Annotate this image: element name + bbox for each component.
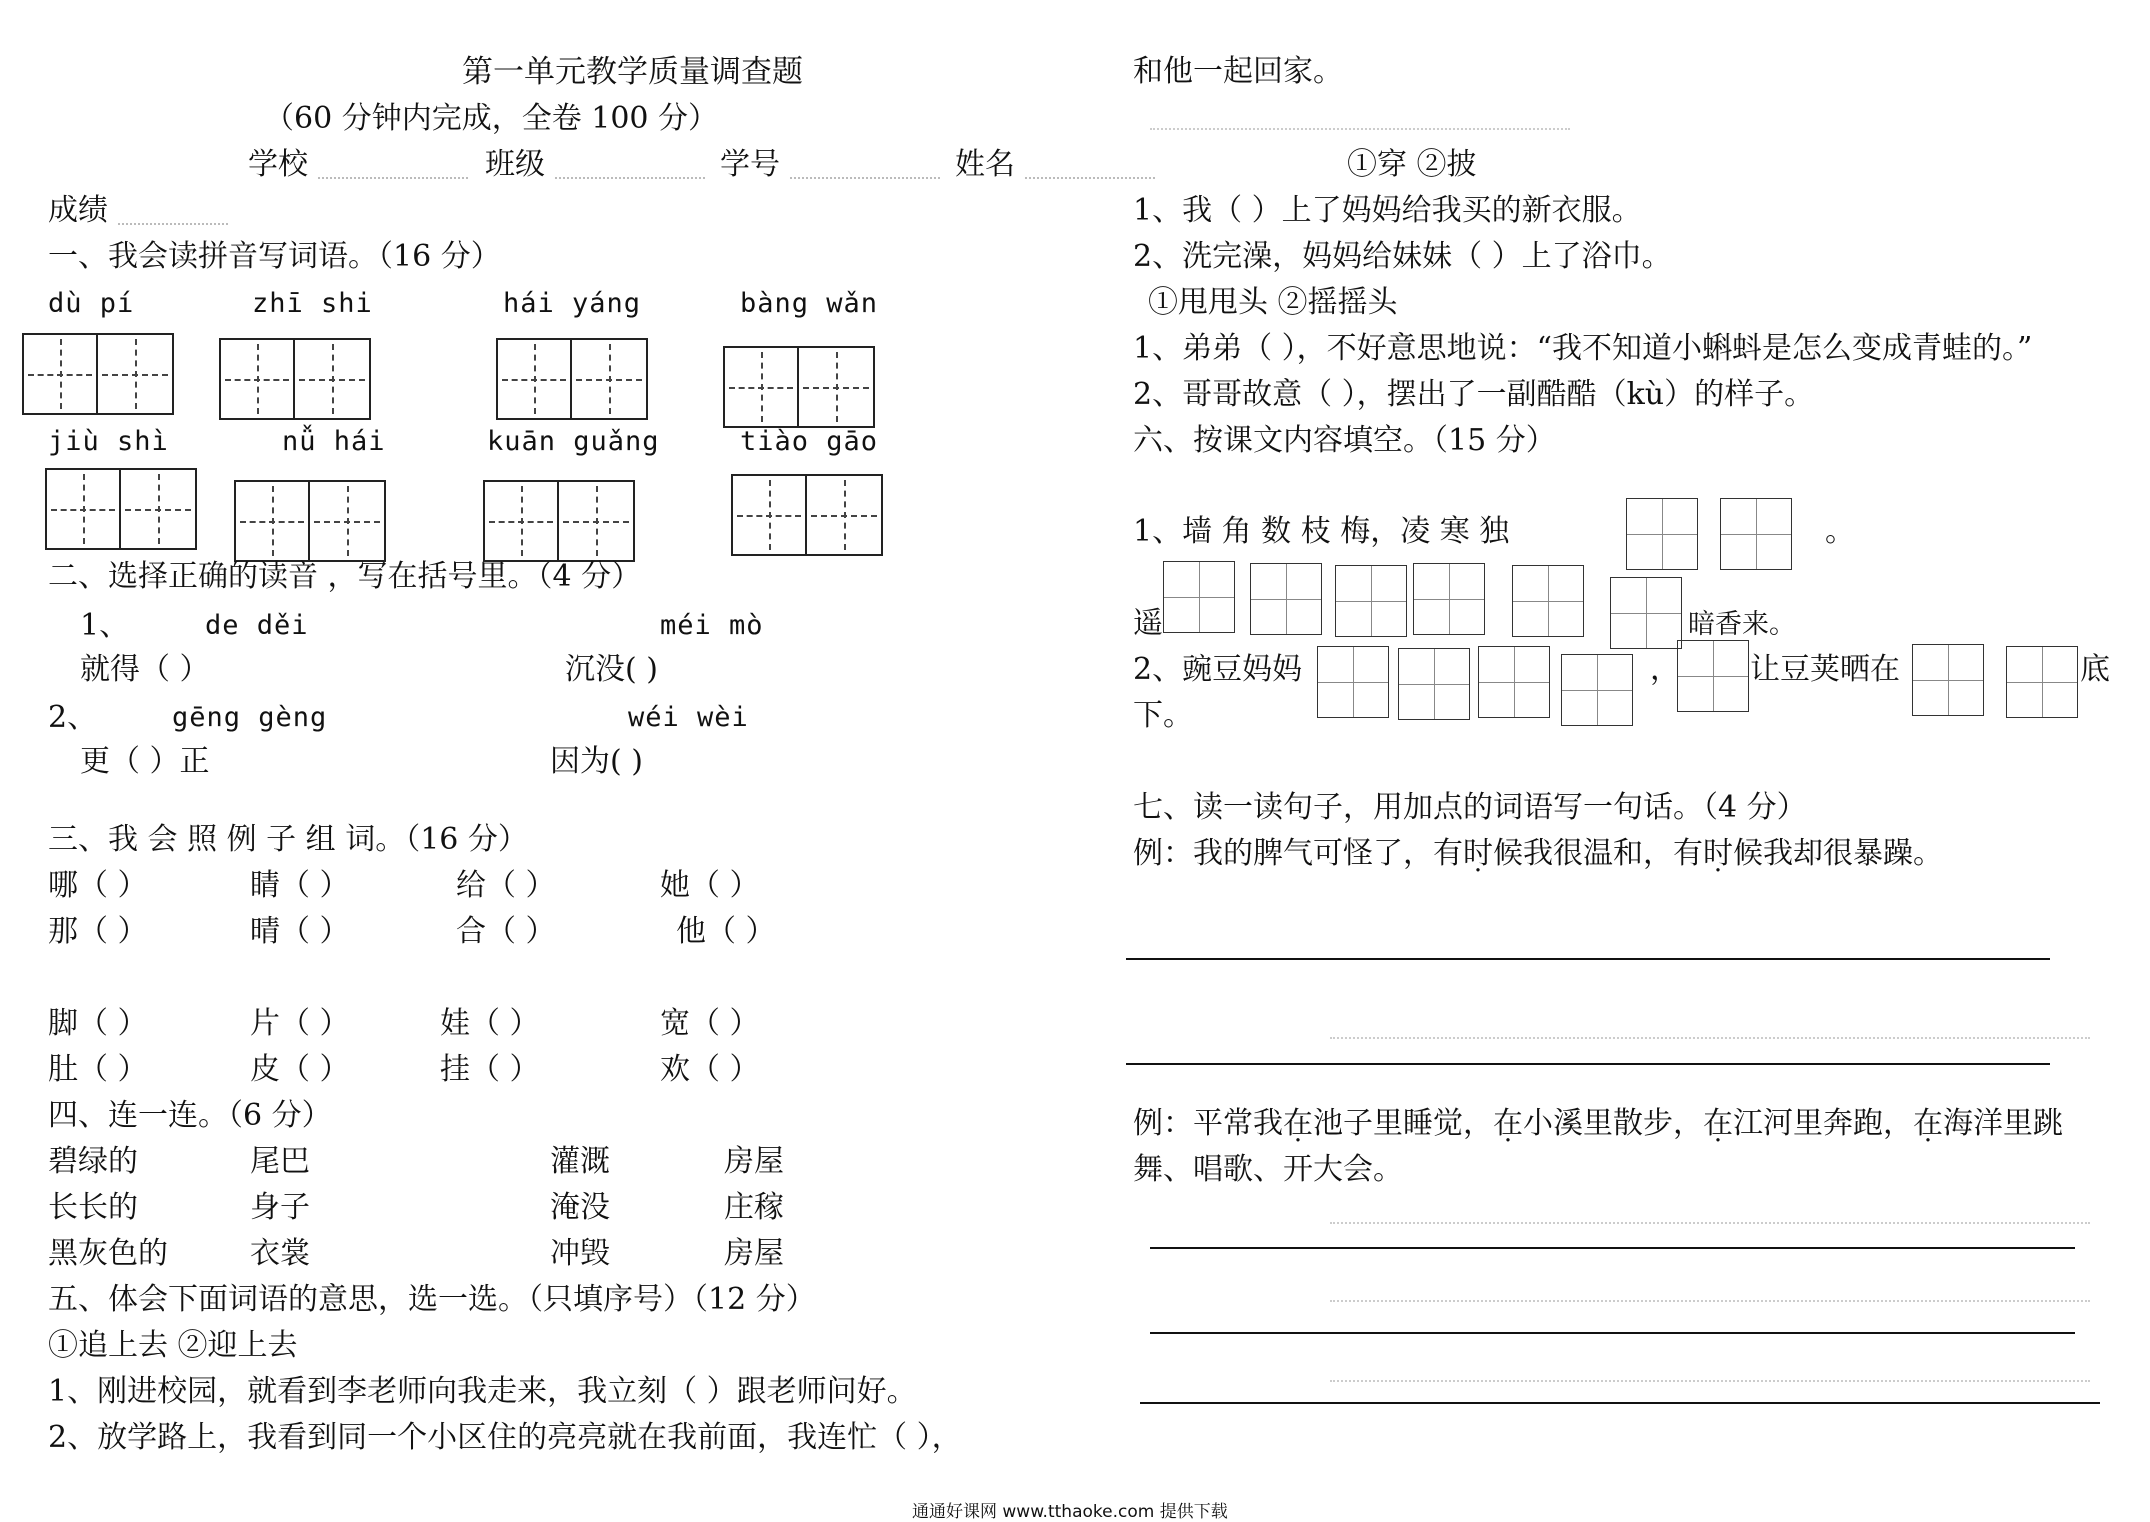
writing-grid[interactable] xyxy=(723,346,875,428)
emphasized-word: 有时候 xyxy=(1673,836,1763,871)
word-with-blank[interactable]: 更（ ）正 xyxy=(80,744,210,779)
question[interactable]: 2、放学路上，我看到同一个小区住的亮亮就在我前面，我连忙（ ）， xyxy=(48,1420,962,1455)
char-box[interactable] xyxy=(1912,644,1984,716)
text-line: 让豆荚晒在 xyxy=(1750,652,1900,687)
word-with-blank[interactable]: 皮（ ） xyxy=(250,1052,350,1087)
word-with-blank[interactable]: 肚（ ） xyxy=(48,1052,148,1087)
options: ①穿 ②披 xyxy=(1347,147,1477,182)
school-label: 学校 xyxy=(248,147,308,182)
dotted-line xyxy=(1330,1300,2090,1302)
char-box[interactable] xyxy=(1626,498,1698,570)
match-item[interactable]: 灌溉 xyxy=(550,1144,610,1179)
char-box[interactable] xyxy=(1413,563,1485,635)
match-item[interactable]: 淹没 xyxy=(550,1190,610,1225)
section-5-heading: 五、体会下面词语的意思，选一选。（只填序号）（12 分） xyxy=(48,1282,816,1317)
poem-prefix: 遥 xyxy=(1133,606,1163,641)
question[interactable]: 2、洗完澡，妈妈给妹妹（ ）上了浴巾。 xyxy=(1133,239,1672,274)
pinyin: nǚ hái xyxy=(282,426,386,457)
pinyin: jiù shì xyxy=(48,426,169,457)
dotted-line xyxy=(1150,128,1570,130)
match-item[interactable]: 碧绿的 xyxy=(48,1144,138,1179)
writing-grid[interactable] xyxy=(45,468,197,550)
writing-grid[interactable] xyxy=(219,338,371,420)
question[interactable]: 1、弟弟（ ），不好意思地说：“我不知道小蝌蚪是怎么变成青蛙的。” xyxy=(1133,331,2033,366)
name-label: 姓名 xyxy=(955,147,1015,182)
section-6-heading: 六、按课文内容填空。（15 分） xyxy=(1133,423,1556,458)
question[interactable]: 1、我（ ）上了妈妈给我买的新衣服。 xyxy=(1133,193,1642,228)
poem-suffix: 暗香来。 xyxy=(1688,609,1796,640)
score-blank[interactable] xyxy=(118,203,228,225)
example-sentence: 例：平常我在池子里睡觉，在小溪里散步，在江河里奔跑，在海洋里跳 xyxy=(1133,1106,2063,1141)
name-blank[interactable] xyxy=(1025,157,1155,179)
match-item[interactable]: 庄稼 xyxy=(724,1190,784,1225)
match-item[interactable]: 尾巴 xyxy=(250,1144,310,1179)
question[interactable]: 2、哥哥故意（ ），摆出了一副酷酷（kù）的样子。 xyxy=(1133,377,1815,412)
class-blank[interactable] xyxy=(555,157,705,179)
pinyin: tiào gāo xyxy=(740,426,879,457)
pinyin: gēng gèng xyxy=(172,702,328,733)
emphasized-word: 在 xyxy=(1493,1106,1523,1141)
pinyin: wéi wèi xyxy=(628,702,749,733)
dotted-line xyxy=(1330,1037,2090,1039)
emphasized-word: 有时候 xyxy=(1433,836,1523,871)
word-with-blank[interactable]: 合（ ） xyxy=(456,914,556,949)
word-with-blank[interactable]: 他（ ） xyxy=(676,914,776,949)
question-number: 2、 xyxy=(48,700,98,735)
answer-line[interactable] xyxy=(1126,1063,2050,1065)
section-1-heading: 一、我会读拼音写词语。（16 分） xyxy=(48,239,501,274)
pinyin: bàng wǎn xyxy=(740,288,879,319)
match-item[interactable]: 房屋 xyxy=(724,1144,784,1179)
word-with-blank[interactable]: 哪（ ） xyxy=(48,868,148,903)
char-box[interactable] xyxy=(1720,498,1792,570)
section-3-heading: 三、我 会 照 例 子 组 词。（16 分） xyxy=(48,822,528,857)
word-with-blank[interactable]: 睛（ ） xyxy=(250,868,350,903)
writing-grid[interactable] xyxy=(496,338,648,420)
section-7-heading: 七、读一读句子，用加点的词语写一句话。（4 分） xyxy=(1133,790,1807,825)
word-with-blank[interactable]: 脚（ ） xyxy=(48,1006,148,1041)
dotted-line xyxy=(1330,1222,2090,1224)
punctuation: 。 xyxy=(1825,514,1855,549)
word-with-blank[interactable]: 沉没( ) xyxy=(565,652,658,687)
number-blank[interactable] xyxy=(790,157,940,179)
text-line: 底 xyxy=(2080,652,2110,687)
section-4-heading: 四、连一连。（6 分） xyxy=(48,1098,332,1133)
char-box[interactable] xyxy=(1317,646,1389,718)
word-with-blank[interactable]: 宽（ ） xyxy=(660,1006,760,1041)
word-with-blank[interactable]: 因为( ) xyxy=(550,744,643,779)
char-box[interactable] xyxy=(1512,565,1584,637)
pinyin: dù pí xyxy=(48,288,135,319)
poem-line: 1、墙 角 数 枝 梅，凌 寒 独 xyxy=(1133,514,1510,549)
word-with-blank[interactable]: 给（ ） xyxy=(456,868,556,903)
word-with-blank[interactable]: 就得（ ） xyxy=(80,652,210,687)
example-sentence: 舞、唱歌、开大会。 xyxy=(1133,1152,1403,1187)
class-label: 班级 xyxy=(485,147,545,182)
score-label: 成绩 xyxy=(48,193,108,228)
number-label: 学号 xyxy=(720,147,780,182)
match-item[interactable]: 衣裳 xyxy=(250,1236,310,1271)
match-item[interactable]: 黑灰色的 xyxy=(48,1236,168,1271)
char-box[interactable] xyxy=(2006,646,2078,718)
answer-line[interactable] xyxy=(1150,1247,2075,1249)
punctuation: ， xyxy=(1650,652,1680,687)
text-line: 2、豌豆妈妈 xyxy=(1133,652,1303,687)
char-box[interactable] xyxy=(1610,577,1682,649)
emphasized-word: 在 xyxy=(1913,1106,1943,1141)
text-line: 下。 xyxy=(1133,698,1193,733)
pinyin: méi mò xyxy=(660,610,764,641)
word-with-blank[interactable]: 她（ ） xyxy=(660,868,760,903)
char-box[interactable] xyxy=(1250,563,1322,635)
char-box[interactable] xyxy=(1478,646,1550,718)
match-item[interactable]: 房屋 xyxy=(724,1236,784,1271)
writing-grid[interactable] xyxy=(731,474,883,556)
answer-line[interactable] xyxy=(1126,958,2050,960)
footer-source: 通通好课网 www.tthaoke.com 提供下载 xyxy=(912,1502,1228,1522)
match-item[interactable]: 身子 xyxy=(250,1190,310,1225)
word-with-blank[interactable]: 挂（ ） xyxy=(440,1052,540,1087)
example-sentence: 例：我的脾气可怪了，有时候我很温和，有时候我却很暴躁。 xyxy=(1133,836,1943,871)
word-with-blank[interactable]: 娃（ ） xyxy=(440,1006,540,1041)
writing-grid[interactable] xyxy=(483,480,635,562)
match-item[interactable]: 冲毁 xyxy=(550,1236,610,1271)
writing-grid[interactable] xyxy=(234,480,386,562)
pinyin: hái yáng xyxy=(503,288,642,319)
writing-grid[interactable] xyxy=(22,333,174,415)
question-continuation: 和他一起回家。 xyxy=(1133,54,1343,89)
pinyin: kuān guǎng xyxy=(487,426,660,457)
page-subtitle: （60 分钟内完成，全卷 100 分） xyxy=(264,101,719,136)
word-with-blank[interactable]: 那（ ） xyxy=(48,914,148,949)
options: ①追上去 ②迎上去 xyxy=(48,1328,298,1363)
page-title: 第一单元教学质量调查题 xyxy=(462,54,803,90)
section-2-heading: 二、选择正确的读音 ，写在括号里。（4 分） xyxy=(48,559,642,594)
options: ①甩甩头 ②摇摇头 xyxy=(1148,285,1398,320)
question[interactable]: 1、刚进校园，就看到李老师向我走来，我立刻（ ）跟老师问好。 xyxy=(48,1374,917,1409)
answer-line[interactable] xyxy=(1140,1402,2100,1404)
char-box[interactable] xyxy=(1561,654,1633,726)
char-box[interactable] xyxy=(1677,640,1749,712)
answer-line[interactable] xyxy=(1150,1332,2075,1334)
pinyin: zhī shi xyxy=(252,288,373,319)
emphasized-word: 在 xyxy=(1703,1106,1733,1141)
word-with-blank[interactable]: 片（ ） xyxy=(250,1006,350,1041)
dotted-line xyxy=(1330,1380,2090,1382)
char-box[interactable] xyxy=(1398,648,1470,720)
pinyin: de děi xyxy=(205,610,309,641)
word-with-blank[interactable]: 晴（ ） xyxy=(250,914,350,949)
emphasized-word: 在 xyxy=(1283,1106,1313,1141)
char-box[interactable] xyxy=(1335,565,1407,637)
school-blank[interactable] xyxy=(318,157,468,179)
question-number: 1、 xyxy=(80,608,130,643)
char-box[interactable] xyxy=(1163,561,1235,633)
word-with-blank[interactable]: 欢（ ） xyxy=(660,1052,760,1087)
match-item[interactable]: 长长的 xyxy=(48,1190,138,1225)
